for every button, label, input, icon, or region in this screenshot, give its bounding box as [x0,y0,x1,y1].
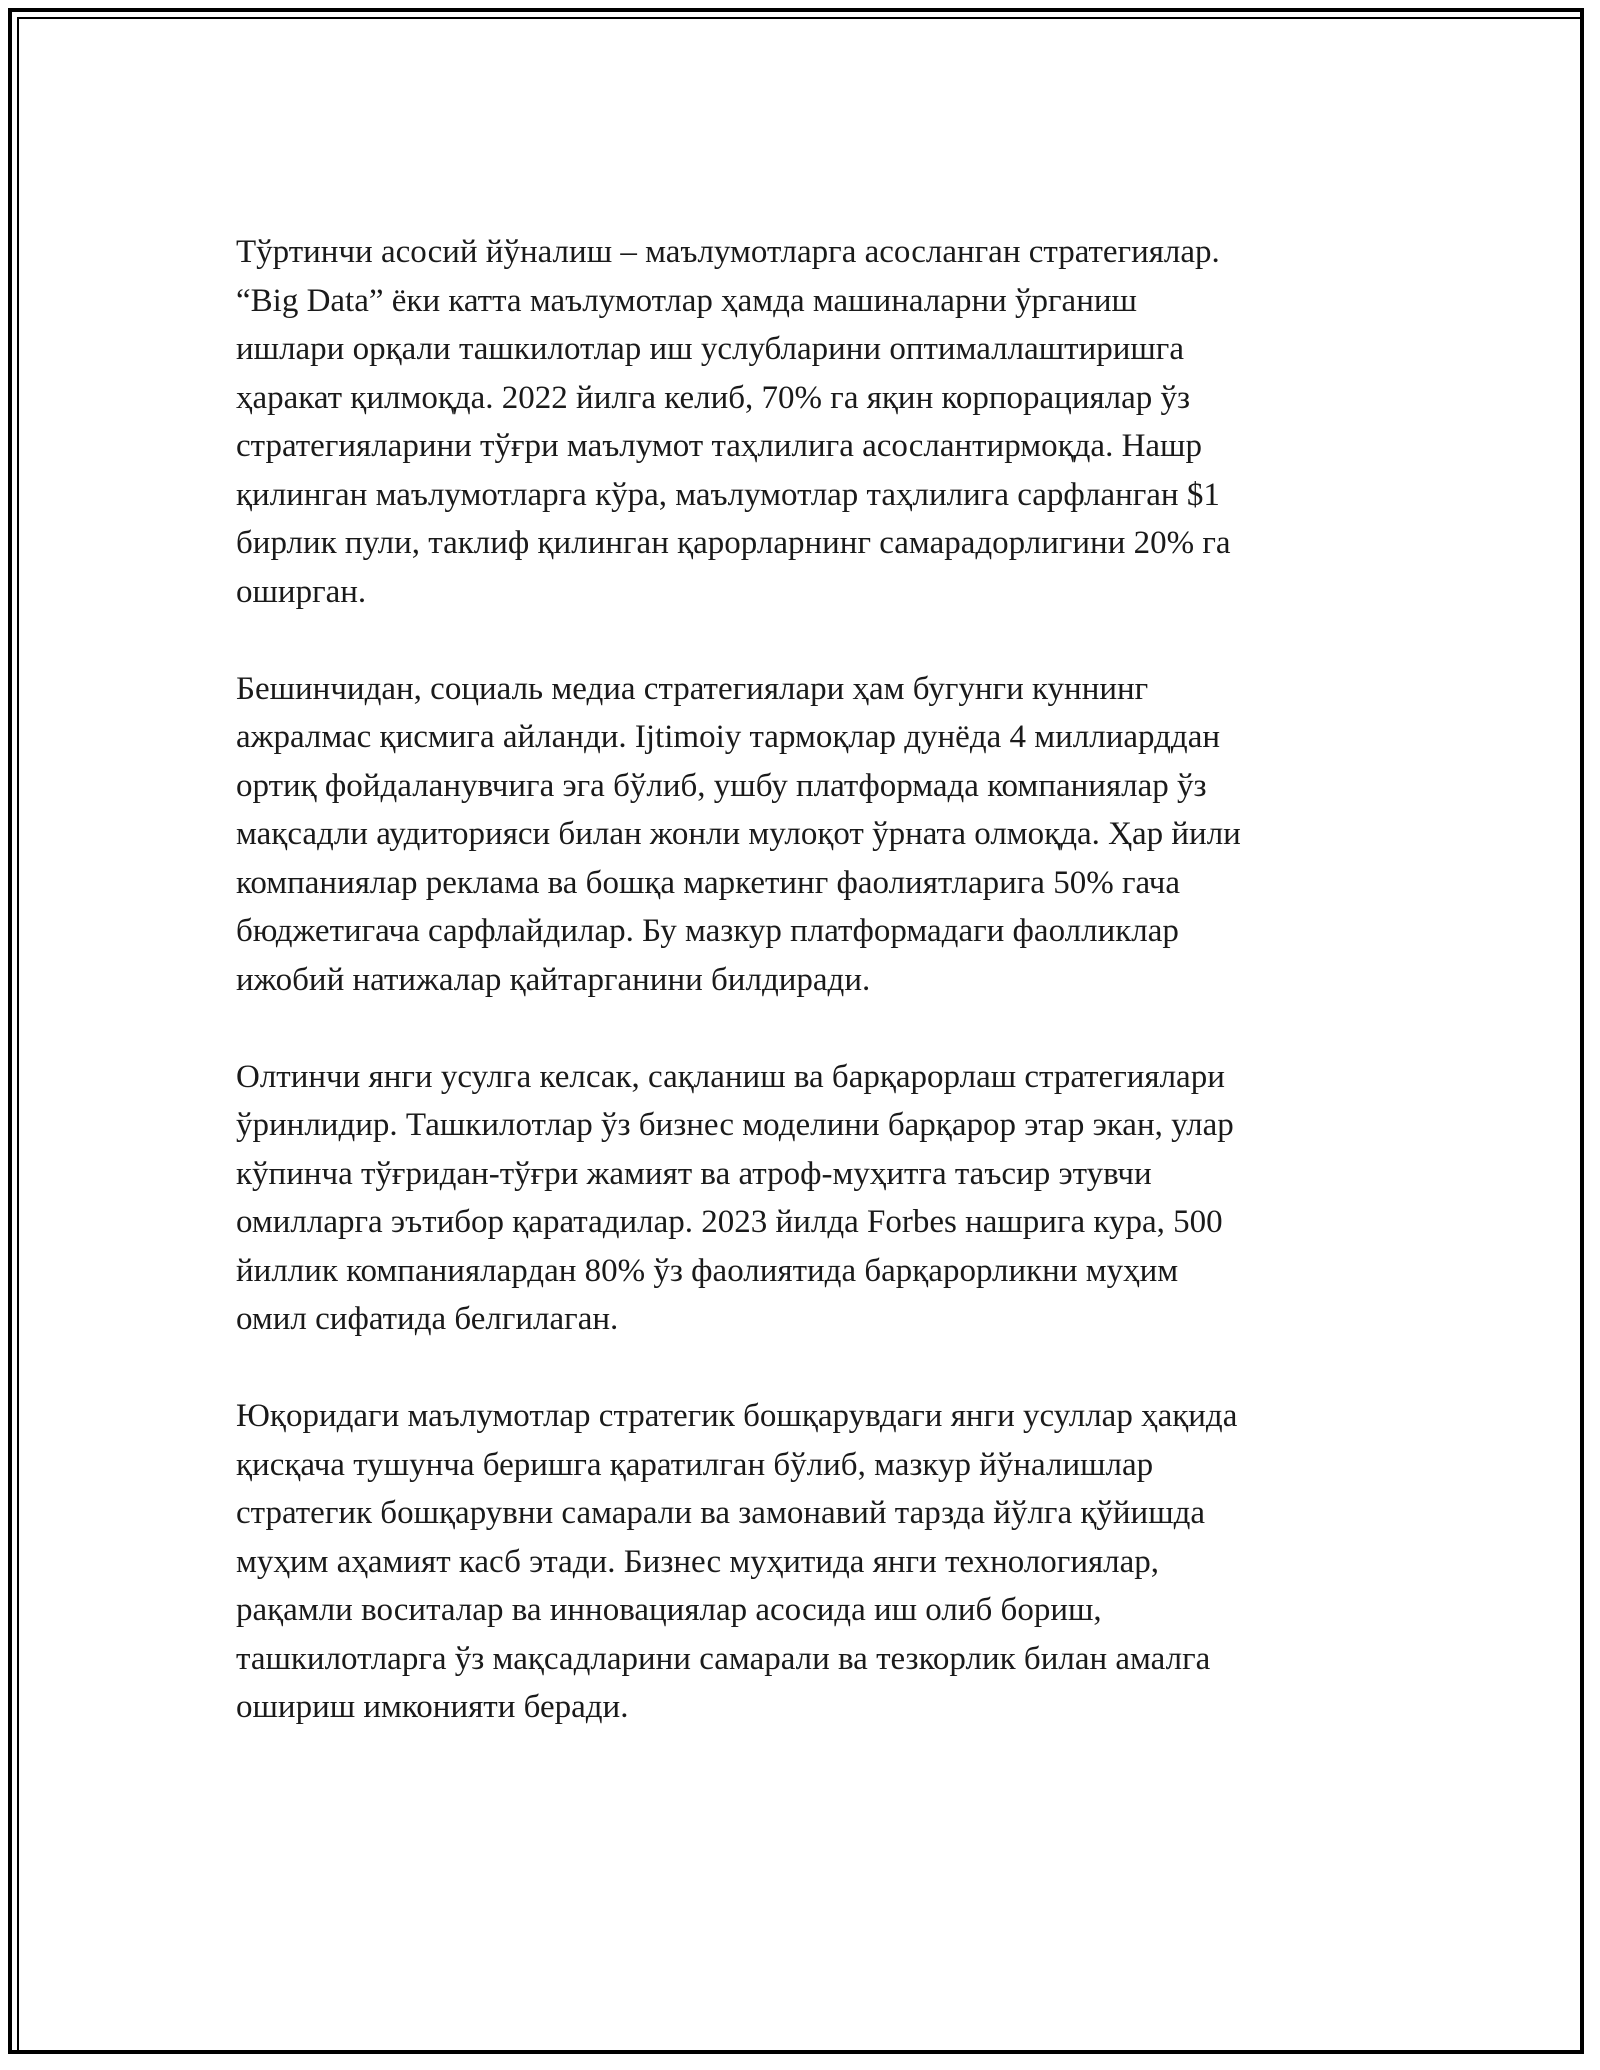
document-body [236,228,1406,1780]
paragraph-sustainability: Олтинчи янги усулга келсак, сақланиш ва барқарорлаш стратегиялари ўринлидир. Ташкилотлар ўз бизнес моделини барқарор этар экан, улар кўпинча тўғридан-тўғри жамият ва атроф-муҳитга таъсир этувчи омилларга эътибор қаратадилар. 2023 йилда Forbes нашрига кура, 500 йиллик компаниялардан 80% ўз фаолиятида барқарорликни муҳим омил сифатида белгилаган. [236,1058,1234,1337]
paragraph-data-strategies: Тўртинчи асосий йўналиш – маълумотларга асосланган стратегиялар. “Big Data” ёки катта маълумотлар ҳамда машиналарни ўрганиш ишлари орқали ташкилотлар иш услубларини оптималлаштиришга ҳаракат қилмоқда. 2022 йилга келиб, 70% га яқин корпорациялар ўз стратегияларини тўғри маълумот таҳлилига асослантирмоқда. Нашр қилинган маълумотларга кўра, маълумотлар таҳлилига сарфланган $1 бирлик пули, таклиф қилинган қарорларнинг самарадорлигини 20% га оширган. [236,234,1231,610]
paragraph-conclusion: Юқоридаги маълумотлар стратегик бошқарувдаги янги усуллар ҳақида қисқача тушунча беришга қаратилган бўлиб, мазкур йўналишлар стратегик бошқарувни самарали ва замонавий тарзда йўлга қўйишда муҳим аҳамият касб этади. Бизнес муҳитида янги технологиялар, рақамли воситалар ва инновациялар асосида иш олиб бориш, ташкилотларга ўз мақсадларини самарали ва тезкорлик билан амалга ошириш имконияти беради. [236,1398,1238,1725]
paragraph-social-media: Бешинчидан, социаль медиа стратегиялари ҳам бугунги куннинг ажралмас қисмига айланди. Ijtimoiy тармоқлар дунёда 4 миллиарддан ортиқ фойдаланувчига эга бўлиб, ушбу платформада компаниялар ўз мақсадли аудиторияси билан жонли мулоқот ўрната олмоқда. Ҳар йили компаниялар реклама ва бошқа маркетинг фаолиятларига 50% гача бюджетигача сарфлайдилар. Бу мазкур платформадаги фаолликлар ижобий натижалар қайтарганини билдиради. [236,670,1241,998]
